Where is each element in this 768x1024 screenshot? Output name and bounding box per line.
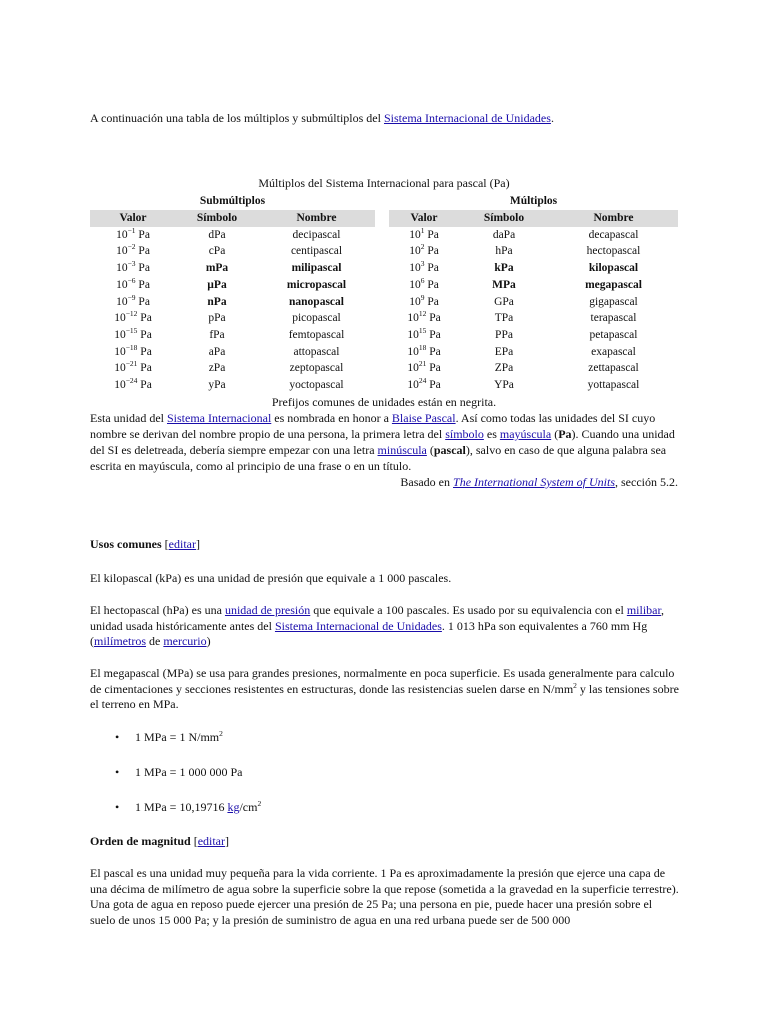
mayuscula-link[interactable]: mayúscula bbox=[499, 426, 552, 441]
sistema-internacional-link[interactable]: Sistema Internacional bbox=[166, 410, 272, 425]
table-row bbox=[90, 377, 678, 394]
multiple-value: $10^6$ Pa bbox=[409, 275, 439, 291]
si-multiples-table-section bbox=[90, 176, 678, 490]
submultiple-name: zeptopascal bbox=[289, 362, 344, 375]
table-row bbox=[90, 327, 678, 344]
multiple-name: exapascal bbox=[591, 345, 636, 358]
submultiple-value: $10^{-2}$ Pa bbox=[116, 242, 150, 258]
submultiple-name: picopascal bbox=[292, 312, 341, 325]
mercurio-link[interactable]: mercurio bbox=[163, 634, 207, 648]
submultiple-name: milipascal bbox=[291, 262, 342, 275]
bullet-icon: • bbox=[115, 730, 120, 744]
multiple-symbol: EPa bbox=[494, 345, 514, 358]
table-caption: Múltiplos del Sistema Internacional para pascal (Pa) bbox=[258, 176, 510, 190]
orden-paragraph: El pascal es una unidad muy pequeña para la vida corriente. 1 Pa es aproximadamente la presión que ejerce una capa de una décima de milímetro de agua sobre la superficie sobre la que repose (sometida a la gravedad en la superficie terrestre). Una gota de agua en reposo puede ejercer una presión de 25 Pa; una persona en pie, puede hacer una presión sobre el suelo de unos 15 000 Pa; y la presión de suministro de agua en una red urbana puede ser de 500 000 bbox=[90, 866, 679, 927]
submultiple-name: attopascal bbox=[293, 345, 340, 358]
list-item: • 1 MPa = 1 000 000 Pa bbox=[115, 764, 243, 779]
bullet-icon: • bbox=[115, 800, 120, 814]
list-item: • 1 MPa = 1 $N/mm^2$ bbox=[115, 729, 223, 744]
list-item: • 1 MPa = 10,19716 $kg/cm^2$ bbox=[115, 799, 262, 814]
multiple-value: $10^3$ Pa bbox=[409, 259, 439, 275]
multiple-symbol: GPa bbox=[494, 295, 514, 308]
table-row bbox=[90, 243, 678, 260]
col-nombre: Nombre bbox=[549, 210, 678, 227]
multiple-name: decapascal bbox=[588, 228, 639, 241]
multiple-symbol: kPa bbox=[494, 262, 514, 275]
table-row bbox=[90, 344, 678, 361]
multiple-symbol: hPa bbox=[495, 245, 513, 258]
submultiples-header: Submúltiplos bbox=[90, 193, 375, 210]
intro-text: A continuación una tabla de los múltiplos y submúltiplos del bbox=[90, 111, 384, 125]
submultiple-name: decipascal bbox=[292, 228, 341, 241]
unit-paragraph: Esta unidad del Sistema Internacional es nombrada en honor a Blaise Pascal. Así como todas las unidades del SI cuyo nombre se derivan del nombre propio de una persona, la primera letra del símbolo es mayúscula (Pa). Cuando una unidad del SI es deletreada, debería siempre empezar con una letra minúscula (pascal), salvo en caso de que alguna palabra sea escrita en mayúscula, como al principio de una frase o en un título. bbox=[90, 410, 675, 473]
megapascal-paragraph: El megapascal (MPa) se usa para grandes presiones, normalmente en poca superficie. Es usada generalmente para calculo de cimentaciones y secciones resistentes en estructuras, donde las resistencias suelen darse en $N/mm^2$ y las tensiones sobre el terreno en MPa. bbox=[90, 666, 679, 711]
table-note: Prefijos comunes de unidades están en negrita. bbox=[271, 394, 497, 409]
col-simbolo: Símbolo bbox=[176, 210, 258, 227]
edit-link[interactable]: editar bbox=[197, 834, 226, 848]
submultiple-name: nanopascal bbox=[289, 295, 344, 308]
submultiple-symbol: dPa bbox=[208, 228, 226, 241]
milimetros-link[interactable]: milímetros bbox=[94, 634, 146, 648]
submultiple-symbol: aPa bbox=[208, 345, 226, 358]
bullet-icon: • bbox=[115, 764, 120, 779]
col-valor: Valor bbox=[389, 210, 459, 227]
usos-comunes-heading: Usos comunes [editar] bbox=[90, 537, 200, 551]
orden-de-magnitud-heading: Orden de magnitud [editar] bbox=[90, 834, 230, 848]
kg-link[interactable]: kg bbox=[227, 800, 240, 814]
multiple-name: petapascal bbox=[589, 328, 638, 341]
source-line: Basado en The International System of Units, sección 5.2. bbox=[400, 474, 678, 489]
multiple-symbol: daPa bbox=[492, 228, 516, 241]
submultiple-name: yoctopascal bbox=[289, 379, 344, 392]
submultiple-value: $10^{-1}$ Pa bbox=[116, 225, 150, 241]
multiple-name: megapascal bbox=[585, 278, 642, 291]
hectopascal-paragraph: El hectopascal (hPa) es una unidad de presión que equivale a 100 pascales. Es usado por su equivalencia con el milibar, unidad usada históricamente antes del Sistema Internacional de Unidades. 1 013 hPa son equivalentes a 760 mm Hg (milímetros de mercurio) bbox=[90, 603, 665, 648]
submultiple-value: $10^{-6}$ Pa bbox=[116, 275, 150, 291]
submultiple-symbol: zPa bbox=[208, 362, 226, 375]
multiple-name: kilopascal bbox=[588, 262, 639, 275]
multiple-name: terapascal bbox=[590, 312, 637, 325]
multiples-header: Múltiplos bbox=[389, 193, 678, 210]
submultiple-value: $10^{-15}$ Pa bbox=[114, 326, 152, 341]
multiple-value: $10^1$ Pa bbox=[409, 225, 439, 241]
multiple-symbol: ZPa bbox=[494, 362, 514, 375]
mpa-equivalences-list bbox=[90, 730, 690, 816]
submultiple-name: femtopascal bbox=[288, 328, 345, 341]
sistema-internacional-unidades-link[interactable]: Sistema Internacional de Unidades bbox=[274, 618, 442, 633]
multiple-value: $10^{12}$ Pa bbox=[407, 309, 441, 325]
submultiple-symbol: cPa bbox=[208, 245, 226, 258]
minuscula-link[interactable]: minúscula bbox=[377, 442, 427, 457]
table-row bbox=[90, 294, 678, 311]
si-link[interactable]: Sistema Internacional de Unidades bbox=[383, 111, 551, 125]
table-body bbox=[90, 227, 678, 394]
multiple-name: hectopascal bbox=[586, 245, 641, 258]
si-brochure-link[interactable]: The International System of Units bbox=[453, 474, 616, 489]
si-multiples-table bbox=[90, 193, 678, 394]
submultiple-symbol: fPa bbox=[209, 328, 225, 341]
table-row bbox=[90, 227, 678, 244]
section-heading: Usos comunes bbox=[90, 537, 162, 551]
unidad-de-presion-link[interactable]: unidad de presión bbox=[224, 603, 311, 617]
table-row bbox=[90, 310, 678, 327]
col-simbolo: Símbolo bbox=[459, 210, 549, 227]
table-row bbox=[90, 277, 678, 294]
multiple-symbol: YPa bbox=[494, 379, 514, 392]
submultiple-value: $10^{-21}$ Pa bbox=[114, 359, 152, 375]
multiple-value: $10^{15}$ Pa bbox=[407, 326, 441, 341]
submultiple-symbol: mPa bbox=[205, 262, 229, 275]
submultiple-name: micropascal bbox=[286, 278, 347, 291]
multiple-value: $10^{24}$ Pa bbox=[407, 376, 441, 392]
submultiple-value: $10^{-3}$ Pa bbox=[116, 259, 150, 275]
multiple-name: zettapascal bbox=[588, 362, 639, 375]
submultiple-symbol: pPa bbox=[208, 312, 226, 325]
simbolo-link[interactable]: símbolo bbox=[445, 426, 484, 441]
milibar-link[interactable]: milibar bbox=[626, 603, 662, 617]
submultiple-symbol: µPa bbox=[207, 278, 227, 291]
submultiple-value: $10^{-24}$ Pa bbox=[114, 376, 152, 392]
submultiple-value: $10^{-18}$ Pa bbox=[114, 342, 152, 358]
kilopascal-paragraph: El kilopascal (kPa) es una unidad de presión que equivale a 1 000 pascales. bbox=[90, 571, 452, 585]
table-row bbox=[90, 260, 678, 277]
intro-paragraph: A continuación una tabla de los múltiplos y submúltiplos del Sistema Internacional de Unidades. bbox=[90, 111, 554, 125]
multiple-symbol: PPa bbox=[495, 328, 513, 341]
submultiple-name: centipascal bbox=[290, 245, 343, 258]
multiple-name: yottapascal bbox=[587, 379, 640, 392]
multiple-value: $10^9$ Pa bbox=[409, 292, 439, 308]
column-header-row bbox=[90, 210, 678, 227]
multiple-symbol: MPa bbox=[492, 278, 516, 291]
col-valor: Valor bbox=[90, 210, 176, 227]
multiple-value: $10^{18}$ Pa bbox=[407, 342, 441, 358]
multiple-value: $10^2$ Pa bbox=[409, 242, 439, 258]
table-row bbox=[90, 360, 678, 377]
multiple-value: $10^{21}$ Pa bbox=[407, 359, 441, 375]
submultiple-value: $10^{-12}$ Pa bbox=[114, 309, 152, 325]
group-header-row bbox=[90, 193, 678, 210]
edit-link[interactable]: editar bbox=[168, 537, 196, 551]
submultiple-symbol: yPa bbox=[208, 379, 226, 392]
submultiple-value: $10^{-9}$ Pa bbox=[116, 292, 150, 308]
submultiple-symbol: nPa bbox=[207, 295, 227, 308]
section-heading: Orden de magnitud bbox=[90, 834, 191, 848]
multiple-symbol: TPa bbox=[494, 312, 514, 325]
multiple-name: gigapascal bbox=[589, 295, 638, 308]
col-nombre: Nombre bbox=[258, 210, 375, 227]
blaise-pascal-link[interactable]: Blaise Pascal bbox=[391, 410, 456, 425]
